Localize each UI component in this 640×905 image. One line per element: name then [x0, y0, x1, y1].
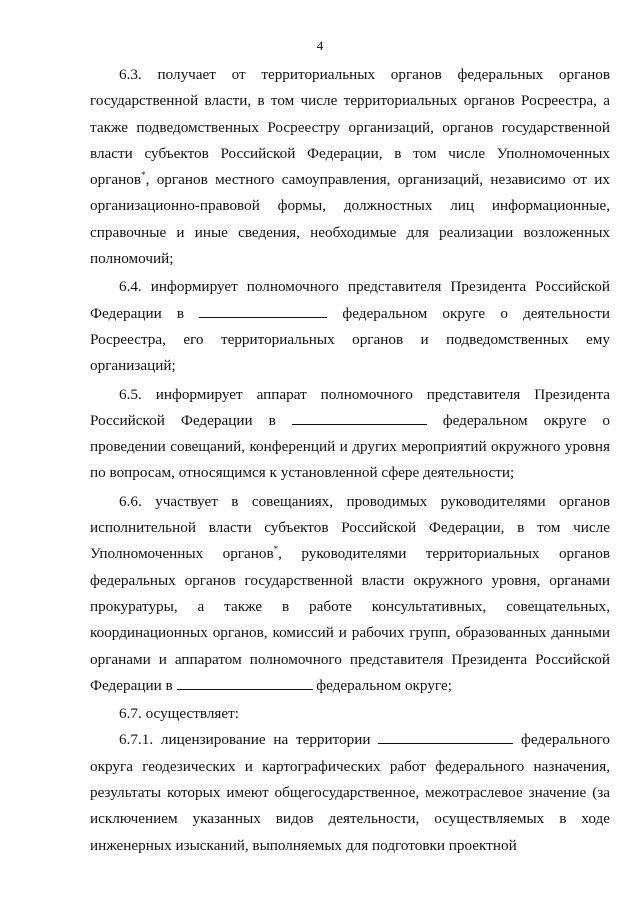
- paragraph-6-3-text: 6.3. получает от территориальных органов федеральных органов государственной власти, в том числе территориальных органов Росреестра, а также подведомственных Росреестру организаций, органов государственной власти субъектов Российской Федерации, в том числе Уполномоченных органов: [90, 66, 610, 189]
- footnote-asterisk: *: [141, 170, 146, 181]
- document-body: [90, 62, 610, 859]
- paragraph-6-5: [90, 382, 610, 487]
- paragraph-6-6: [90, 489, 610, 699]
- blank-line: [199, 304, 327, 318]
- paragraph-6-4-text-a: 6.4. информирует полномочного представителя Президента Российской Федерации в: [90, 278, 610, 322]
- blank-line: [177, 676, 313, 690]
- paragraph-6-3-tail: , органов местного самоуправления, организаций, независимо от их организационно-правовой формы, должностных лиц информационные, справочные и иные сведения, необходимые для реализации возложенных полномочий;: [90, 171, 610, 268]
- paragraph-6-6-text-b: , руководителями территориальных органов федеральных органов государственной власти окружного уровня, органами прокуратуры, а также в работе консультативных, совещательных, координационных органов, комиссий и рабочих групп, образованных данными органами и аппаратом полномочного представителя Президента Российской Федерации в: [90, 545, 610, 694]
- paragraph-6-7-1-text-b: федерального округа геодезических и картографических работ федерального назначения, результаты которых имеют общегосударственное, межотраслевое значение (за исключением указанных видов деятельности, осуществляемых в ходе инженерных изысканий, выполняемых для подготовки проектной: [90, 731, 611, 854]
- paragraph-6-4-text-b: федеральном округе о деятельности Росреестра, его территориальных органов и подведомственных ему организаций;: [90, 304, 611, 375]
- paragraph-6-7-1: [90, 727, 610, 858]
- page-number: 4: [316, 38, 324, 53]
- paragraph-6-5-text-b: федеральном округе о проведении совещаний, конференций и других мероприятий окружного уровня по вопросам, относящимся к установленной сфере деятельности;: [90, 411, 611, 482]
- paragraph-6-5-text-a: 6.5. информирует аппарат полномочного представителя Президента Российской Федерации в: [90, 385, 610, 429]
- blank-line: [378, 730, 513, 744]
- footnote-asterisk: *: [273, 544, 279, 555]
- paragraph-6-7: 6.7. осуществляет:: [119, 705, 240, 723]
- paragraph-6-4: [90, 274, 610, 379]
- blank-line: [292, 411, 427, 425]
- paragraph-6-7-1-text-a: 6.7.1. лицензирование на территории: [119, 731, 371, 749]
- paragraph-6-6-text-c: федеральном округе;: [316, 676, 452, 694]
- paragraph-6-3: [90, 62, 610, 272]
- paragraph-6-6-text-a: 6.6. участвует в совещаниях, проводимых руководителями органов исполнительной власти субъектов Российской Федерации, в том числе Уполномоченных органов: [90, 492, 610, 563]
